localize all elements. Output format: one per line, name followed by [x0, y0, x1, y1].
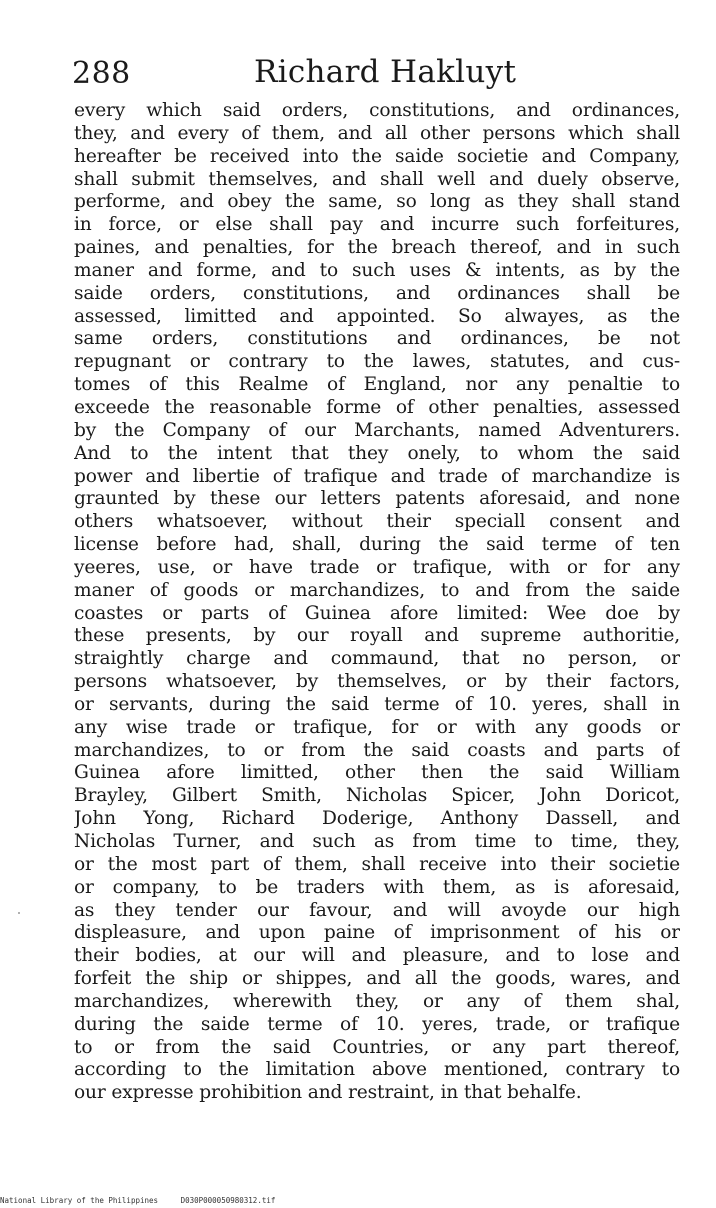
text-line: by the Company of our Marchants, named Adventurers. — [74, 419, 680, 441]
text-line: And to the intent that they onely, to whom the said — [74, 442, 680, 464]
text-line: persons whatsoever, by themselves, or by their factors, — [74, 671, 680, 693]
text-line: in force, or else shall pay and incurre such forfeitures, — [74, 214, 680, 236]
text-line: yeeres, use, or have trade or trafique, with or for any — [74, 556, 680, 578]
text-line: repugnant or contrary to the lawes, statutes, and cus- — [74, 351, 680, 373]
running-head: Richard Hakluyt — [254, 54, 517, 90]
text-line: marchandizes, wherewith they, or any of them shal, — [74, 990, 680, 1012]
text-line: coastes or parts of Guinea afore limited: Wee doe by — [74, 602, 680, 624]
text-line: hereafter be received into the saide societie and Company, — [74, 145, 680, 167]
text-line: power and libertie of trafique and trade of marchandize is — [74, 465, 680, 487]
text-line: maner of goods or marchandizes, to and from the saide — [74, 579, 680, 601]
text-line: their bodies, at our will and pleasure, and to lose and — [74, 945, 680, 967]
text-line: these presents, by our royall and supreme authoritie, — [74, 625, 680, 647]
library-credit: National Library of the Philippines — [0, 1196, 159, 1205]
text-line: saide orders, constitutions, and ordinances shall be — [74, 282, 680, 304]
text-line: forfeit the ship or shippes, and all the goods, wares, and — [74, 968, 680, 990]
text-line: assessed, limitted and appointed. So alwayes, as the — [74, 305, 680, 327]
text-line: according to the limitation above mentioned, contrary to — [74, 1059, 680, 1081]
text-line: straightly charge and commaund, that no person, or — [74, 648, 680, 670]
text-line: any wise trade or trafique, for or with any goods or — [74, 716, 680, 738]
text-line: maner and forme, and to such uses & intents, as by the — [74, 259, 680, 281]
text-line: during the saide terme of 10. yeres, trade, or trafique — [74, 1013, 680, 1035]
text-line: to or from the said Countries, or any part thereof, — [74, 1036, 680, 1058]
text-line: same orders, constitutions and ordinances, be not — [74, 328, 680, 350]
file-id: D030P000050980312.tif — [180, 1196, 276, 1205]
page-header — [72, 56, 682, 100]
text-line: others whatsoever, without their speciall consent and — [74, 511, 680, 533]
text-line: every which said orders, constitutions, and ordinances, — [74, 100, 680, 121]
text-line: or the most part of them, shall receive into their societie — [74, 853, 680, 875]
text-line: John Yong, Richard Doderige, Anthony Dassell, and — [74, 808, 680, 830]
text-line: graunted by these our letters patents aforesaid, and none — [74, 488, 680, 510]
text-line: marchandizes, to or from the said coasts and parts of — [74, 739, 680, 761]
text-line: Guinea afore limitted, other then the said William — [74, 762, 680, 784]
text-line: performe, and obey the same, so long as they shall stand — [74, 191, 680, 213]
scan-footer — [0, 1196, 275, 1205]
text-line: or servants, during the said terme of 10. yeres, shall in — [74, 693, 680, 715]
text-line: paines, and penalties, for the breach thereof, and in such — [74, 237, 680, 259]
text-line: Brayley, Gilbert Smith, Nicholas Spicer, John Doricot, — [74, 785, 680, 807]
page-number: 288 — [72, 56, 131, 91]
scan-speck — [18, 912, 20, 914]
text-line: shall submit themselves, and shall well and duely observe, — [74, 168, 680, 190]
body-text — [74, 100, 680, 1105]
text-line: Nicholas Turner, and such as from time to time, they, — [74, 831, 680, 852]
text-line: they, and every of them, and all other persons which shall — [74, 122, 680, 144]
text-line: our expresse prohibition and restraint, in that behalfe. — [74, 1082, 582, 1104]
text-line: exceede the reasonable forme of other penalties, assessed — [74, 396, 680, 418]
text-line: displeasure, and upon paine of imprisonment of his or — [74, 922, 680, 944]
text-line: tomes of this Realme of England, nor any penaltie to — [74, 374, 680, 396]
text-line: license before had, shall, during the said terme of ten — [74, 534, 680, 556]
text-line: or company, to be traders with them, as is aforesaid, — [74, 876, 680, 898]
text-line: as they tender our favour, and will avoyde our high — [74, 899, 680, 921]
